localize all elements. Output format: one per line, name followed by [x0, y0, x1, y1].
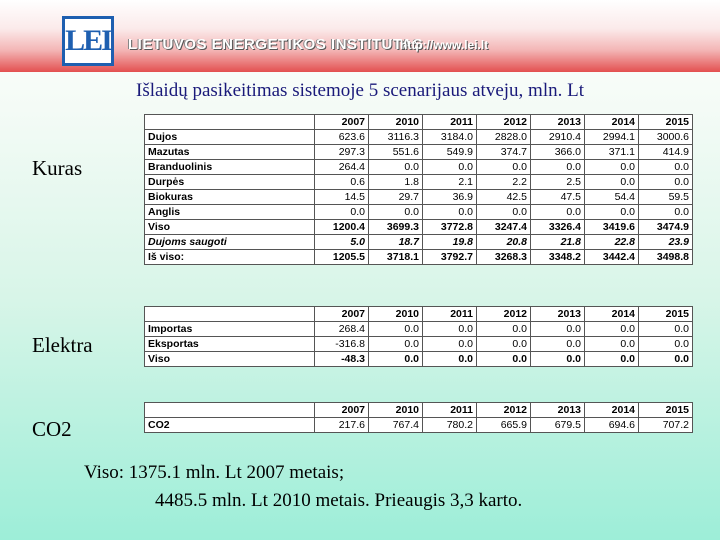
value-cell: 3718.1	[369, 250, 423, 265]
value-cell: 1205.5	[315, 250, 369, 265]
value-cell: 3326.4	[531, 220, 585, 235]
value-cell: 20.8	[477, 235, 531, 250]
year-header: 2014	[585, 115, 639, 130]
value-cell: 2.5	[531, 175, 585, 190]
value-cell: 0.0	[423, 352, 477, 367]
value-cell: 14.5	[315, 190, 369, 205]
footer-total-line-2: 4485.5 mln. Lt 2010 metais. Prieaugis 3,3 karto.	[155, 490, 523, 511]
value-cell: 0.0	[639, 337, 693, 352]
table-row	[145, 160, 693, 175]
value-cell: 0.0	[369, 337, 423, 352]
fuel-cost-table	[144, 114, 693, 265]
value-cell: 0.0	[585, 205, 639, 220]
value-cell: 0.0	[369, 322, 423, 337]
value-cell: 0.0	[477, 205, 531, 220]
institute-logo	[62, 16, 114, 66]
value-cell: 0.0	[531, 322, 585, 337]
year-header: 2014	[585, 307, 639, 322]
value-cell: 217.6	[315, 418, 369, 433]
year-header: 2015	[639, 307, 693, 322]
value-cell: 54.4	[585, 190, 639, 205]
year-header: 2010	[369, 115, 423, 130]
co2-cost-table	[144, 402, 693, 433]
value-cell: 549.9	[423, 145, 477, 160]
table-row	[145, 205, 693, 220]
value-cell: 3268.3	[477, 250, 531, 265]
value-cell: 3116.3	[369, 130, 423, 145]
year-header: 2012	[477, 307, 531, 322]
value-cell: 3474.9	[639, 220, 693, 235]
table-row	[145, 220, 693, 235]
row-label: Viso	[145, 220, 315, 235]
table-row	[145, 130, 693, 145]
value-cell: 0.0	[369, 352, 423, 367]
value-cell: 623.6	[315, 130, 369, 145]
value-cell: 0.0	[639, 160, 693, 175]
value-cell: 414.9	[639, 145, 693, 160]
value-cell: 366.0	[531, 145, 585, 160]
header-row	[145, 403, 693, 418]
header-row	[145, 115, 693, 130]
value-cell: 3699.3	[369, 220, 423, 235]
year-header: 2013	[531, 307, 585, 322]
table-row	[145, 175, 693, 190]
logo-mark: LEI	[65, 24, 111, 57]
value-cell: 0.0	[477, 322, 531, 337]
year-header: 2013	[531, 115, 585, 130]
table-row	[145, 235, 693, 250]
value-cell: 0.0	[315, 205, 369, 220]
value-cell: 679.5	[531, 418, 585, 433]
value-cell: 0.0	[477, 337, 531, 352]
value-cell: 0.0	[585, 352, 639, 367]
value-cell: 21.8	[531, 235, 585, 250]
row-label: Dujoms saugoti	[145, 235, 315, 250]
row-label: Mazutas	[145, 145, 315, 160]
value-cell: 19.8	[423, 235, 477, 250]
value-cell: 2.1	[423, 175, 477, 190]
row-label: Viso	[145, 352, 315, 367]
value-cell: 371.1	[585, 145, 639, 160]
value-cell: 42.5	[477, 190, 531, 205]
value-cell: 36.9	[423, 190, 477, 205]
value-cell: 0.0	[369, 160, 423, 175]
value-cell: 0.0	[477, 160, 531, 175]
value-cell: 47.5	[531, 190, 585, 205]
table-row	[145, 145, 693, 160]
value-cell: 3348.2	[531, 250, 585, 265]
value-cell: 0.0	[531, 352, 585, 367]
value-cell: 551.6	[369, 145, 423, 160]
table-row	[145, 418, 693, 433]
year-header: 2012	[477, 403, 531, 418]
value-cell: 0.0	[531, 160, 585, 175]
value-cell: 0.0	[369, 205, 423, 220]
value-cell: 297.3	[315, 145, 369, 160]
value-cell: 0.0	[423, 337, 477, 352]
value-cell: 3498.8	[639, 250, 693, 265]
year-header: 2007	[315, 307, 369, 322]
value-cell: 0.0	[639, 205, 693, 220]
value-cell: 3000.6	[639, 130, 693, 145]
header-row	[145, 307, 693, 322]
institute-url[interactable]: http://www.lei.lt	[400, 38, 489, 52]
table-row	[145, 322, 693, 337]
value-cell: 0.0	[639, 322, 693, 337]
value-cell: 268.4	[315, 322, 369, 337]
value-cell: 0.0	[639, 352, 693, 367]
slide-title: Išlaidų pasikeitimas sistemoje 5 scenarijaus atveju, mln. Lt	[136, 80, 584, 101]
value-cell: 780.2	[423, 418, 477, 433]
row-label: Iš viso:	[145, 250, 315, 265]
year-header: 2015	[639, 115, 693, 130]
value-cell: 0.6	[315, 175, 369, 190]
value-cell: 22.8	[585, 235, 639, 250]
value-cell: 1.8	[369, 175, 423, 190]
value-cell: 3419.6	[585, 220, 639, 235]
value-cell: 264.4	[315, 160, 369, 175]
value-cell: 2994.1	[585, 130, 639, 145]
value-cell: 374.7	[477, 145, 531, 160]
year-header: 2012	[477, 115, 531, 130]
value-cell: 23.9	[639, 235, 693, 250]
table-row	[145, 190, 693, 205]
year-header: 2007	[315, 403, 369, 418]
year-header: 2011	[423, 403, 477, 418]
header-banner	[0, 0, 720, 72]
year-header: 2011	[423, 307, 477, 322]
institute-name: LIETUVOS ENERGETIKOS INSTITUTAS	[128, 36, 424, 53]
year-header: 2011	[423, 115, 477, 130]
value-cell: 2910.4	[531, 130, 585, 145]
value-cell: 0.0	[423, 322, 477, 337]
value-cell: 707.2	[639, 418, 693, 433]
row-label: Dujos	[145, 130, 315, 145]
value-cell: -316.8	[315, 337, 369, 352]
corner-cell	[145, 403, 315, 418]
value-cell: 0.0	[531, 205, 585, 220]
value-cell: 0.0	[585, 322, 639, 337]
value-cell: 0.0	[423, 160, 477, 175]
value-cell: 0.0	[639, 175, 693, 190]
year-header: 2010	[369, 307, 423, 322]
footer-total-line-1: Viso: 1375.1 mln. Lt 2007 metais;	[84, 462, 345, 483]
row-label: Branduolinis	[145, 160, 315, 175]
row-label: Durpės	[145, 175, 315, 190]
value-cell: 1200.4	[315, 220, 369, 235]
value-cell: 3247.4	[477, 220, 531, 235]
value-cell: 767.4	[369, 418, 423, 433]
label-elektra: Elektra	[32, 333, 93, 357]
row-label: Biokuras	[145, 190, 315, 205]
value-cell: 0.0	[585, 160, 639, 175]
value-cell: 18.7	[369, 235, 423, 250]
label-kuras: Kuras	[32, 156, 83, 180]
table-row	[145, 337, 693, 352]
value-cell: 3184.0	[423, 130, 477, 145]
row-label: Eksportas	[145, 337, 315, 352]
value-cell: 3442.4	[585, 250, 639, 265]
value-cell: -48.3	[315, 352, 369, 367]
value-cell: 5.0	[315, 235, 369, 250]
value-cell: 665.9	[477, 418, 531, 433]
year-header: 2010	[369, 403, 423, 418]
value-cell: 0.0	[585, 175, 639, 190]
row-label: CO2	[145, 418, 315, 433]
year-header: 2013	[531, 403, 585, 418]
value-cell: 0.0	[477, 352, 531, 367]
year-header: 2014	[585, 403, 639, 418]
electricity-cost-table	[144, 306, 693, 367]
value-cell: 2.2	[477, 175, 531, 190]
value-cell: 694.6	[585, 418, 639, 433]
value-cell: 0.0	[423, 205, 477, 220]
value-cell: 29.7	[369, 190, 423, 205]
value-cell: 3792.7	[423, 250, 477, 265]
value-cell: 2828.0	[477, 130, 531, 145]
table-row	[145, 352, 693, 367]
year-header: 2007	[315, 115, 369, 130]
corner-cell	[145, 115, 315, 130]
value-cell: 59.5	[639, 190, 693, 205]
year-header: 2015	[639, 403, 693, 418]
value-cell: 3772.8	[423, 220, 477, 235]
row-label: Anglis	[145, 205, 315, 220]
value-cell: 0.0	[585, 337, 639, 352]
value-cell: 0.0	[531, 337, 585, 352]
corner-cell	[145, 307, 315, 322]
label-co2: CO2	[32, 417, 72, 441]
row-label: Importas	[145, 322, 315, 337]
table-row	[145, 250, 693, 265]
